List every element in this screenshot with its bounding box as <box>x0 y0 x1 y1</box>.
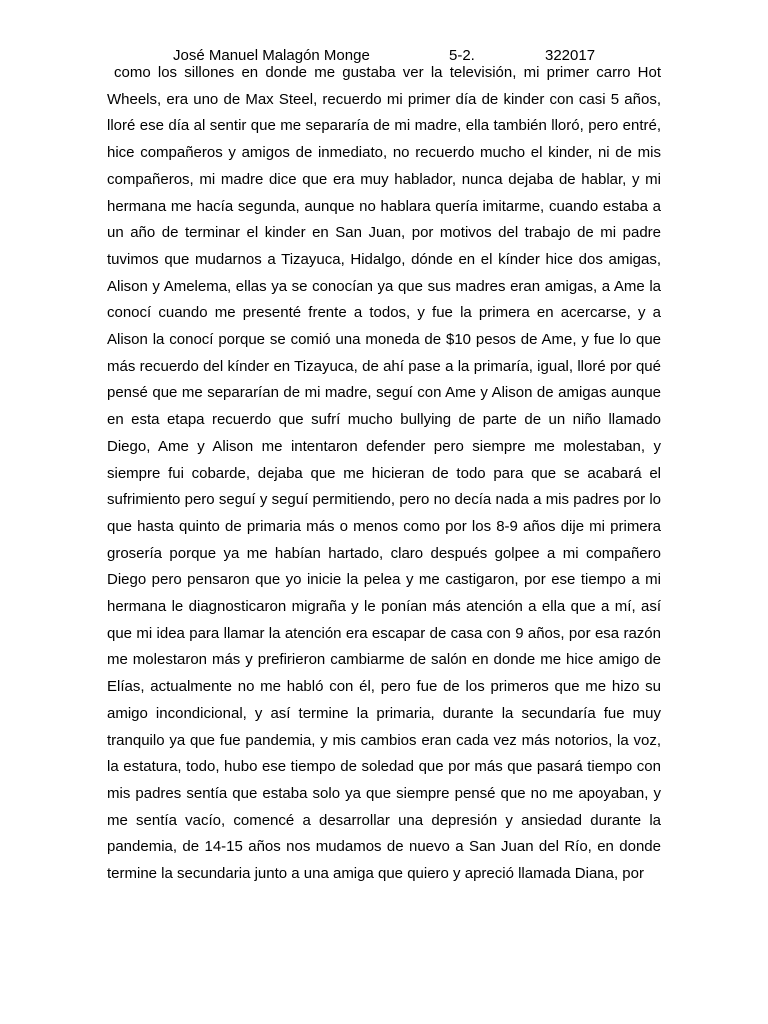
author-name: José Manuel Malagón Monge <box>173 47 370 64</box>
student-id: 322017 <box>545 47 596 64</box>
group-label: 5-2. <box>449 47 475 64</box>
body-paragraph: como los sillones en donde me gustaba ver la televisión, mi primer carro Hot Wheels, era uno de Max Steel, recuerdo mi primer día de kinder con casi 5 años, lloré ese día al sentir que me separaría de mi madre, ella también lloró, pero entré, hice compañeros y amigos de inmediato, no recuerdo mucho el kinder, ni de mis compañeros, mi madre dice que era muy hablador, nunca dejaba de hablar, y mi hermana me hacía segunda, aunque no hablara quería imitarme, cuando estaba a un año de terminar el kinder en San Juan, por motivos del trabajo de mi padre tuvimos que mudarnos a Tizayuca, Hidalgo, dónde en el kínder hice dos amigas, Alison y Amelema, ellas ya se conocían ya que sus madres eran amigas, a Ame la conocí cuando me presenté frente a todos, y fue la primera en acercarse, y a Alison la conocí porque se comió una moneda de $10 pesos de Ame, y fue lo que más recuerdo del kínder en Tizayuca, de ahí pase a la primaría, igual, lloré por qué pensé que me separarían de mi madre, seguí con Ame y Alison de amigas aunque en esta etapa recuerdo que sufrí mucho bullying de parte de un niño llamado Diego, Ame y Alison me intentaron defender pero siempre me molestaban, y siempre fui cobarde, dejaba que me hicieran de todo para que se acabará el sufrimiento pero seguí y seguí permitiendo, pero no decía nada a mis padres por lo que hasta quinto de primaria más o menos como por los 8-9 años dije mi primera grosería porque ya me habían hartado, claro después golpee a mi compañero Diego pero pensaron que yo inicie la pelea y me castigaron, por ese tiempo a mi hermana le diagnosticaron migraña y le ponían más atención a ella que a mí, así que mi idea para llamar la atención era escapar de casa con 9 años, por esa razón me molestaron más y prefirieron cambiarme de salón en donde me hice amigo de Elías, actualmente no me habló con él, pero fue de los primeros que me hizo su amigo incondicional, y así termine la primaria, durante la secundaría fue muy tranquilo ya que fue pandemia, y mis cambios eran cada vez más notorios, la voz, la estatura, todo, hubo ese tiempo de soledad que por más que pasará tiempo con mis padres sentía que estaba solo ya que siempre pensé que no me apoyaban, y me sentía vacío, comencé a desarrollar una depresión y ansiedad durante la pandemia, de 14-15 años nos mudamos de nuevo a San Juan del Río, en donde termine la secundaria junto a una amiga que quiero y apreció llamada Diana, por <box>107 64 661 883</box>
